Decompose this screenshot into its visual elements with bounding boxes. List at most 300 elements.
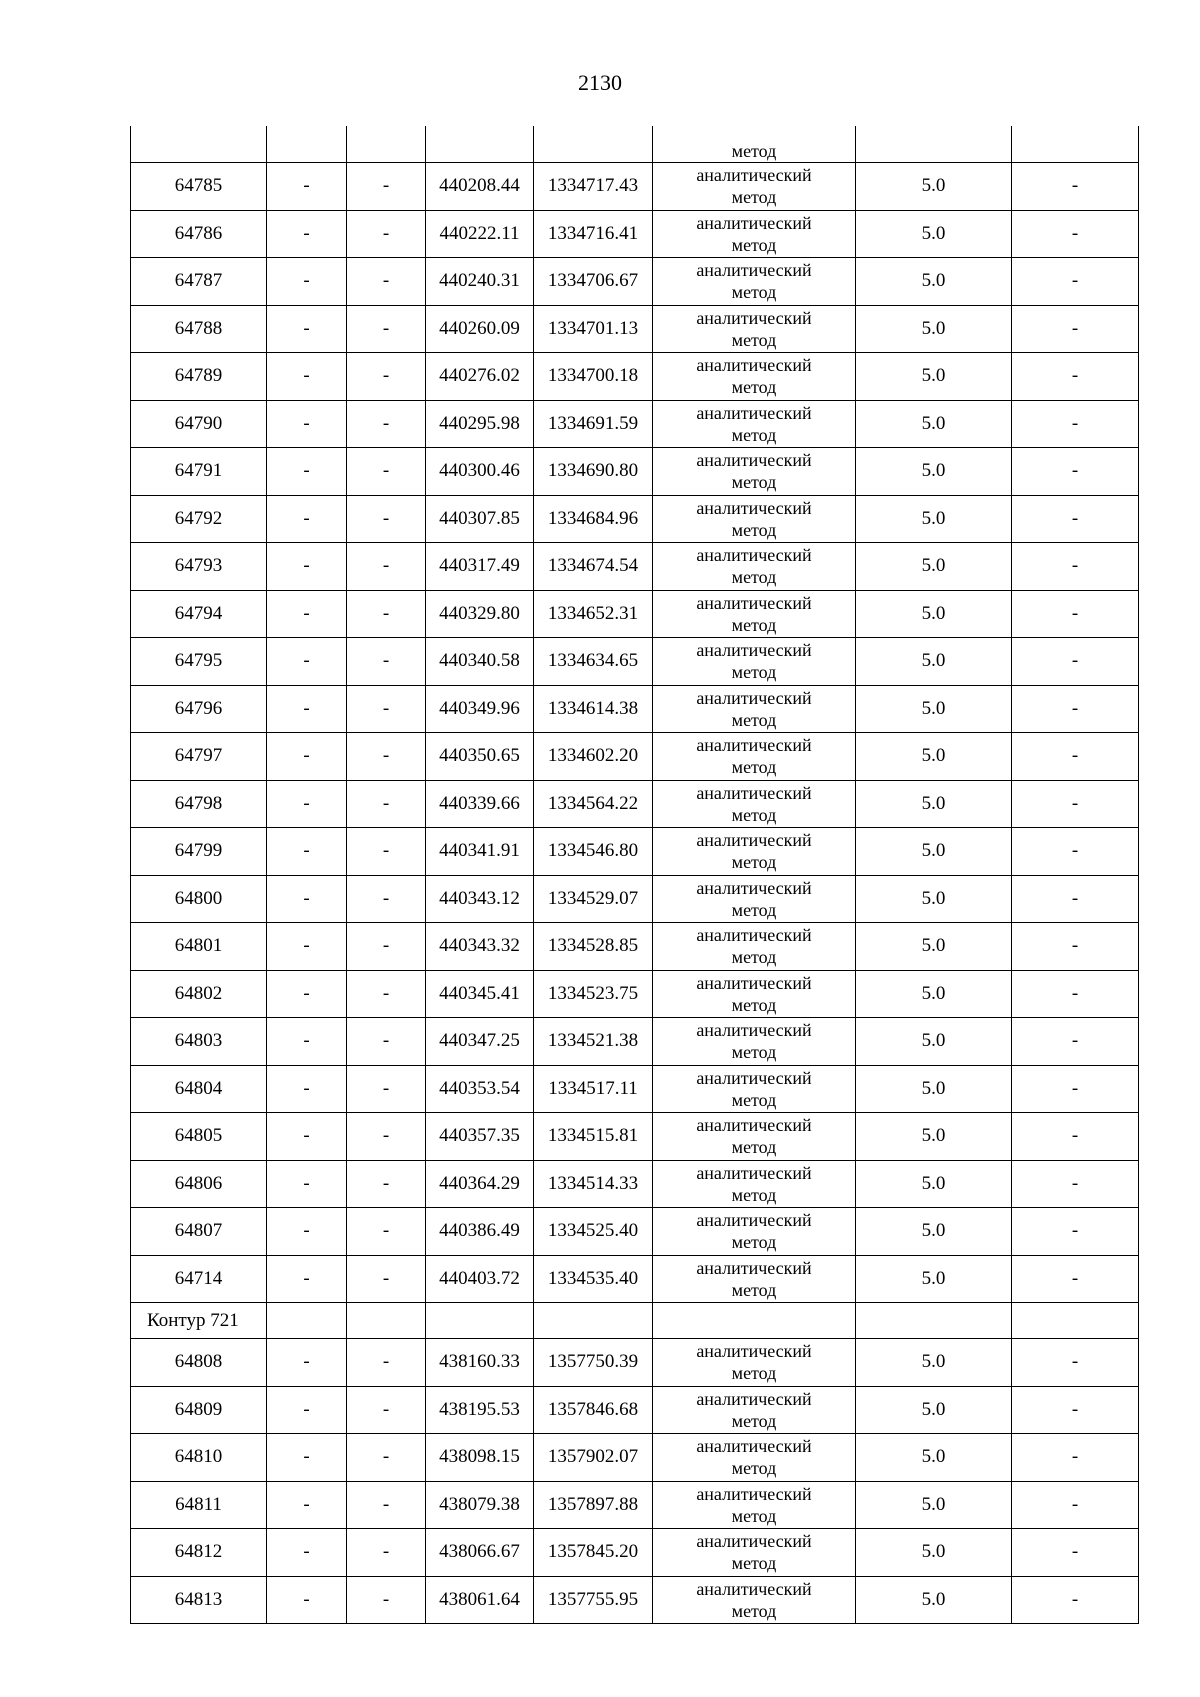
dash-cell: - <box>347 590 426 638</box>
accuracy-value: 5.0 <box>856 970 1012 1018</box>
dash-cell: - <box>267 1208 347 1256</box>
accuracy-value: 5.0 <box>856 923 1012 971</box>
table-row <box>131 1113 1139 1161</box>
method-cell <box>653 448 856 496</box>
method-cell <box>653 590 856 638</box>
dash-cell: - <box>267 1434 347 1482</box>
x-coordinate: 440339.66 <box>426 780 534 828</box>
dash-cell: - <box>267 590 347 638</box>
dash-cell: - <box>1012 1208 1139 1256</box>
dash-cell: - <box>267 1481 347 1529</box>
dash-cell: - <box>1012 210 1139 258</box>
point-number: 64811 <box>131 1481 267 1529</box>
method-line-2: метод <box>731 187 777 208</box>
y-coordinate: 1334690.80 <box>534 448 653 496</box>
dash-cell: - <box>267 685 347 733</box>
table-row <box>131 1386 1139 1434</box>
method-cell <box>653 970 856 1018</box>
dash-cell: - <box>267 1529 347 1577</box>
method-cell <box>653 1113 856 1161</box>
dash-cell: - <box>267 258 347 306</box>
dash-cell: - <box>1012 923 1139 971</box>
accuracy-value: 5.0 <box>856 1113 1012 1161</box>
point-number: 64809 <box>131 1386 267 1434</box>
dash-cell: - <box>1012 258 1139 306</box>
point-number: 64799 <box>131 828 267 876</box>
accuracy-value: 5.0 <box>856 210 1012 258</box>
method-line-2: метод <box>731 899 777 920</box>
y-coordinate: 1334691.59 <box>534 400 653 448</box>
dash-cell: - <box>347 1065 426 1113</box>
y-coordinate: 1334674.54 <box>534 543 653 591</box>
point-number: 64798 <box>131 780 267 828</box>
dash-cell: - <box>267 1386 347 1434</box>
table-row <box>131 400 1139 448</box>
dash-cell: - <box>1012 590 1139 638</box>
method-cell <box>653 923 856 971</box>
accuracy-value: 5.0 <box>856 1255 1012 1303</box>
dash-cell: - <box>347 1434 426 1482</box>
point-number: 64804 <box>131 1065 267 1113</box>
point-number: 64801 <box>131 923 267 971</box>
method-cell <box>653 163 856 211</box>
table-row <box>131 1434 1139 1482</box>
table-row <box>131 1576 1139 1624</box>
dash-cell: - <box>1012 733 1139 781</box>
accuracy-value: 5.0 <box>856 448 1012 496</box>
dash-cell: - <box>1012 495 1139 543</box>
method-line-1: аналитический <box>696 450 812 471</box>
accuracy-value: 5.0 <box>856 590 1012 638</box>
method-line-2: метод <box>731 1089 777 1110</box>
table-row <box>131 1481 1139 1529</box>
method-cell <box>653 685 856 733</box>
method-cell <box>653 543 856 591</box>
dash-cell: - <box>1012 828 1139 876</box>
dash-cell: - <box>267 875 347 923</box>
dash-cell: - <box>1012 1481 1139 1529</box>
dash-cell: - <box>347 543 426 591</box>
point-number: 64714 <box>131 1255 267 1303</box>
method-line-1: аналитический <box>696 1020 812 1041</box>
method-line-1: аналитический <box>696 1388 812 1409</box>
dash-cell: - <box>347 685 426 733</box>
table-row <box>131 210 1139 258</box>
y-coordinate: 1334706.67 <box>534 258 653 306</box>
method-line-1: аналитический <box>696 1578 812 1599</box>
dash-cell: - <box>347 1255 426 1303</box>
dash-cell: - <box>347 353 426 401</box>
method-line-2: метод <box>731 709 777 730</box>
method-line-2: метод <box>731 282 777 303</box>
method-cell <box>653 353 856 401</box>
dash-cell: - <box>267 1018 347 1066</box>
accuracy-value: 5.0 <box>856 1576 1012 1624</box>
accuracy-value: 5.0 <box>856 400 1012 448</box>
accuracy-value: 5.0 <box>856 1434 1012 1482</box>
dash-cell: - <box>267 780 347 828</box>
method-line-2: метод <box>731 1410 777 1431</box>
accuracy-value: 5.0 <box>856 305 1012 353</box>
continued-row <box>131 126 1139 163</box>
method-cell <box>653 1576 856 1624</box>
y-coordinate: 1334546.80 <box>534 828 653 876</box>
accuracy-value: 5.0 <box>856 780 1012 828</box>
y-coordinate: 1334716.41 <box>534 210 653 258</box>
dash-cell: - <box>267 923 347 971</box>
dash-cell: - <box>347 875 426 923</box>
accuracy-value: 5.0 <box>856 353 1012 401</box>
table-row <box>131 258 1139 306</box>
dash-cell: - <box>347 733 426 781</box>
dash-cell: - <box>267 1065 347 1113</box>
y-coordinate: 1357897.88 <box>534 1481 653 1529</box>
x-coordinate: 440329.80 <box>426 590 534 638</box>
accuracy-value: 5.0 <box>856 1481 1012 1529</box>
method-line-1: аналитический <box>696 307 812 328</box>
method-line-2: метод <box>731 1184 777 1205</box>
method-cell <box>653 1339 856 1387</box>
x-coordinate: 440386.49 <box>426 1208 534 1256</box>
point-number: 64808 <box>131 1339 267 1387</box>
dash-cell: - <box>1012 1434 1139 1482</box>
table-row <box>131 1255 1139 1303</box>
x-coordinate: 440317.49 <box>426 543 534 591</box>
point-number: 64787 <box>131 258 267 306</box>
y-coordinate: 1334521.38 <box>534 1018 653 1066</box>
method-line-1: аналитический <box>696 687 812 708</box>
method-cell <box>653 828 856 876</box>
dash-cell: - <box>1012 780 1139 828</box>
method-line-1: аналитический <box>696 1436 812 1457</box>
dash-cell: - <box>1012 448 1139 496</box>
point-number: 64800 <box>131 875 267 923</box>
method-cell <box>653 400 856 448</box>
dash-cell: - <box>267 828 347 876</box>
x-coordinate: 440403.72 <box>426 1255 534 1303</box>
dash-cell: - <box>347 1386 426 1434</box>
y-coordinate: 1334515.81 <box>534 1113 653 1161</box>
x-coordinate: 438066.67 <box>426 1529 534 1577</box>
dash-cell: - <box>347 923 426 971</box>
point-number: 64794 <box>131 590 267 638</box>
accuracy-value: 5.0 <box>856 875 1012 923</box>
dash-cell: - <box>267 210 347 258</box>
accuracy-value: 5.0 <box>856 638 1012 686</box>
point-number: 64810 <box>131 1434 267 1482</box>
method-cell <box>653 638 856 686</box>
dash-cell: - <box>347 1208 426 1256</box>
coordinates-table <box>130 126 1139 1624</box>
accuracy-value: 5.0 <box>856 495 1012 543</box>
dash-cell: - <box>267 1255 347 1303</box>
accuracy-value: 5.0 <box>856 828 1012 876</box>
table-row <box>131 543 1139 591</box>
page-number: 2130 <box>578 70 622 95</box>
method-line-2: метод <box>731 1042 777 1063</box>
accuracy-value: 5.0 <box>856 1339 1012 1387</box>
method-cell <box>653 1386 856 1434</box>
x-coordinate: 438079.38 <box>426 1481 534 1529</box>
x-coordinate: 440343.12 <box>426 875 534 923</box>
method-line-1: аналитический <box>696 355 812 376</box>
method-line-1: аналитический <box>696 545 812 566</box>
x-coordinate: 440357.35 <box>426 1113 534 1161</box>
dash-cell: - <box>347 258 426 306</box>
method-cell <box>653 733 856 781</box>
table-row <box>131 1339 1139 1387</box>
x-coordinate: 440307.85 <box>426 495 534 543</box>
y-coordinate: 1334535.40 <box>534 1255 653 1303</box>
accuracy-value: 5.0 <box>856 1208 1012 1256</box>
x-coordinate: 440349.96 <box>426 685 534 733</box>
accuracy-value: 5.0 <box>856 543 1012 591</box>
point-number: 64785 <box>131 163 267 211</box>
x-coordinate: 438098.15 <box>426 1434 534 1482</box>
x-coordinate: 440350.65 <box>426 733 534 781</box>
dash-cell: - <box>1012 1113 1139 1161</box>
table-row <box>131 875 1139 923</box>
dash-cell: - <box>1012 400 1139 448</box>
method-cell <box>653 495 856 543</box>
table-row <box>131 970 1139 1018</box>
dash-cell: - <box>267 1339 347 1387</box>
dash-cell: - <box>267 1113 347 1161</box>
method-cell <box>653 1255 856 1303</box>
x-coordinate: 438195.53 <box>426 1386 534 1434</box>
dash-cell: - <box>1012 1065 1139 1113</box>
accuracy-value: 5.0 <box>856 163 1012 211</box>
dash-cell: - <box>1012 1018 1139 1066</box>
method-line-1: аналитический <box>696 592 812 613</box>
method-line-1: аналитический <box>696 165 812 186</box>
method-line-1: аналитический <box>696 1257 812 1278</box>
x-coordinate: 440276.02 <box>426 353 534 401</box>
method-line-1: аналитический <box>696 735 812 756</box>
point-number: 64792 <box>131 495 267 543</box>
method-cell <box>653 1208 856 1256</box>
method-line-2: метод <box>731 994 777 1015</box>
x-coordinate: 438061.64 <box>426 1576 534 1624</box>
y-coordinate: 1357902.07 <box>534 1434 653 1482</box>
method-line-1: аналитический <box>696 640 812 661</box>
accuracy-value: 5.0 <box>856 1065 1012 1113</box>
dash-cell: - <box>347 1018 426 1066</box>
y-coordinate: 1357846.68 <box>534 1386 653 1434</box>
method-line-1: аналитический <box>696 830 812 851</box>
x-coordinate: 440345.41 <box>426 970 534 1018</box>
x-coordinate: 440295.98 <box>426 400 534 448</box>
method-line-1: аналитический <box>696 1531 812 1552</box>
method-cell <box>653 875 856 923</box>
dash-cell: - <box>347 1113 426 1161</box>
dash-cell: - <box>1012 1386 1139 1434</box>
y-coordinate: 1334634.65 <box>534 638 653 686</box>
method-line-1: аналитический <box>696 1210 812 1231</box>
dash-cell: - <box>267 970 347 1018</box>
method-line-2: метод <box>731 234 777 255</box>
table-row <box>131 923 1139 971</box>
point-number: 64795 <box>131 638 267 686</box>
accuracy-value: 5.0 <box>856 1386 1012 1434</box>
point-number: 64806 <box>131 1160 267 1208</box>
method-line-2: метод <box>731 614 777 635</box>
method-line-1: аналитический <box>696 877 812 898</box>
y-coordinate: 1334602.20 <box>534 733 653 781</box>
dash-cell: - <box>347 1529 426 1577</box>
method-line-2: метод <box>731 662 777 683</box>
y-coordinate: 1357750.39 <box>534 1339 653 1387</box>
dash-cell: - <box>347 448 426 496</box>
contour-label: Контур 721 <box>131 1303 267 1339</box>
method-line-2: метод <box>731 757 777 778</box>
method-line-2: метод <box>731 1279 777 1300</box>
dash-cell: - <box>347 638 426 686</box>
accuracy-value: 5.0 <box>856 258 1012 306</box>
dash-cell: - <box>1012 163 1139 211</box>
dash-cell: - <box>347 970 426 1018</box>
method-cell <box>653 258 856 306</box>
dash-cell: - <box>1012 1576 1139 1624</box>
method-cell <box>653 1529 856 1577</box>
method-line-1: аналитический <box>696 925 812 946</box>
x-coordinate: 440343.32 <box>426 923 534 971</box>
method-line-2: метод <box>731 947 777 968</box>
x-coordinate: 440222.11 <box>426 210 534 258</box>
y-coordinate: 1357755.95 <box>534 1576 653 1624</box>
y-coordinate: 1334564.22 <box>534 780 653 828</box>
method-line-2: метод <box>731 424 777 445</box>
table-row <box>131 1529 1139 1577</box>
dash-cell: - <box>267 1160 347 1208</box>
y-coordinate: 1334652.31 <box>534 590 653 638</box>
y-coordinate: 1334529.07 <box>534 875 653 923</box>
x-coordinate: 440300.46 <box>426 448 534 496</box>
dash-cell: - <box>1012 970 1139 1018</box>
contour-row <box>131 1303 1139 1339</box>
dash-cell: - <box>347 495 426 543</box>
point-number: 64796 <box>131 685 267 733</box>
accuracy-value: 5.0 <box>856 685 1012 733</box>
y-coordinate: 1334517.11 <box>534 1065 653 1113</box>
x-coordinate: 440208.44 <box>426 163 534 211</box>
dash-cell: - <box>267 163 347 211</box>
dash-cell: - <box>1012 1160 1139 1208</box>
method-cell <box>653 1434 856 1482</box>
method-cell <box>653 780 856 828</box>
method-line-2: метод <box>731 1505 777 1526</box>
dash-cell: - <box>267 1576 347 1624</box>
y-coordinate: 1334700.18 <box>534 353 653 401</box>
dash-cell: - <box>1012 353 1139 401</box>
dash-cell: - <box>267 543 347 591</box>
point-number: 64786 <box>131 210 267 258</box>
y-coordinate: 1334514.33 <box>534 1160 653 1208</box>
dash-cell: - <box>347 163 426 211</box>
dash-cell: - <box>267 733 347 781</box>
x-coordinate: 440340.58 <box>426 638 534 686</box>
method-line-2: метод <box>731 1553 777 1574</box>
method-line-2: метод <box>731 852 777 873</box>
dash-cell: - <box>267 353 347 401</box>
x-coordinate: 440364.29 <box>426 1160 534 1208</box>
table-row <box>131 780 1139 828</box>
dash-cell: - <box>267 495 347 543</box>
dash-cell: - <box>1012 1339 1139 1387</box>
method-line-1: аналитический <box>696 402 812 423</box>
y-coordinate: 1334701.13 <box>534 305 653 353</box>
x-coordinate: 440353.54 <box>426 1065 534 1113</box>
method-line-1: аналитический <box>696 972 812 993</box>
method-line-2: метод <box>731 567 777 588</box>
dash-cell: - <box>347 1481 426 1529</box>
dash-cell: - <box>347 210 426 258</box>
method-line-1: аналитический <box>696 782 812 803</box>
dash-cell: - <box>347 828 426 876</box>
method-line-2: метод <box>731 1232 777 1253</box>
x-coordinate: 440341.91 <box>426 828 534 876</box>
method-line-2: метод <box>731 1458 777 1479</box>
dash-cell: - <box>347 1160 426 1208</box>
table-row <box>131 353 1139 401</box>
dash-cell: - <box>347 1576 426 1624</box>
table-row <box>131 1018 1139 1066</box>
table-row <box>131 685 1139 733</box>
point-number: 64793 <box>131 543 267 591</box>
dash-cell: - <box>1012 543 1139 591</box>
point-number: 64813 <box>131 1576 267 1624</box>
point-number: 64807 <box>131 1208 267 1256</box>
dash-cell: - <box>1012 685 1139 733</box>
method-line-2: метод <box>731 377 777 398</box>
dash-cell: - <box>267 305 347 353</box>
method-line-2: метод <box>731 472 777 493</box>
accuracy-value: 5.0 <box>856 733 1012 781</box>
method-line-1: аналитический <box>696 497 812 518</box>
dash-cell: - <box>1012 1255 1139 1303</box>
table-row <box>131 828 1139 876</box>
dash-cell: - <box>267 638 347 686</box>
x-coordinate: 438160.33 <box>426 1339 534 1387</box>
method-cell: метод <box>653 126 856 163</box>
point-number: 64803 <box>131 1018 267 1066</box>
method-line-2: метод <box>731 1600 777 1621</box>
method-cell <box>653 305 856 353</box>
table-row <box>131 1065 1139 1113</box>
table-row <box>131 590 1139 638</box>
method-line-2: метод <box>731 804 777 825</box>
point-number: 64802 <box>131 970 267 1018</box>
y-coordinate: 1334523.75 <box>534 970 653 1018</box>
dash-cell: - <box>267 400 347 448</box>
method-line-2: метод <box>731 1137 777 1158</box>
dash-cell: - <box>347 780 426 828</box>
method-line-2: метод <box>731 329 777 350</box>
method-cell <box>653 1160 856 1208</box>
dash-cell: - <box>267 448 347 496</box>
method-cell <box>653 1018 856 1066</box>
table-row <box>131 163 1139 211</box>
table-row <box>131 448 1139 496</box>
point-number: 64789 <box>131 353 267 401</box>
accuracy-value: 5.0 <box>856 1160 1012 1208</box>
y-coordinate: 1334717.43 <box>534 163 653 211</box>
dash-cell: - <box>1012 1529 1139 1577</box>
point-number: 64805 <box>131 1113 267 1161</box>
method-line-2: метод <box>731 519 777 540</box>
table-row <box>131 638 1139 686</box>
point-number: 64788 <box>131 305 267 353</box>
